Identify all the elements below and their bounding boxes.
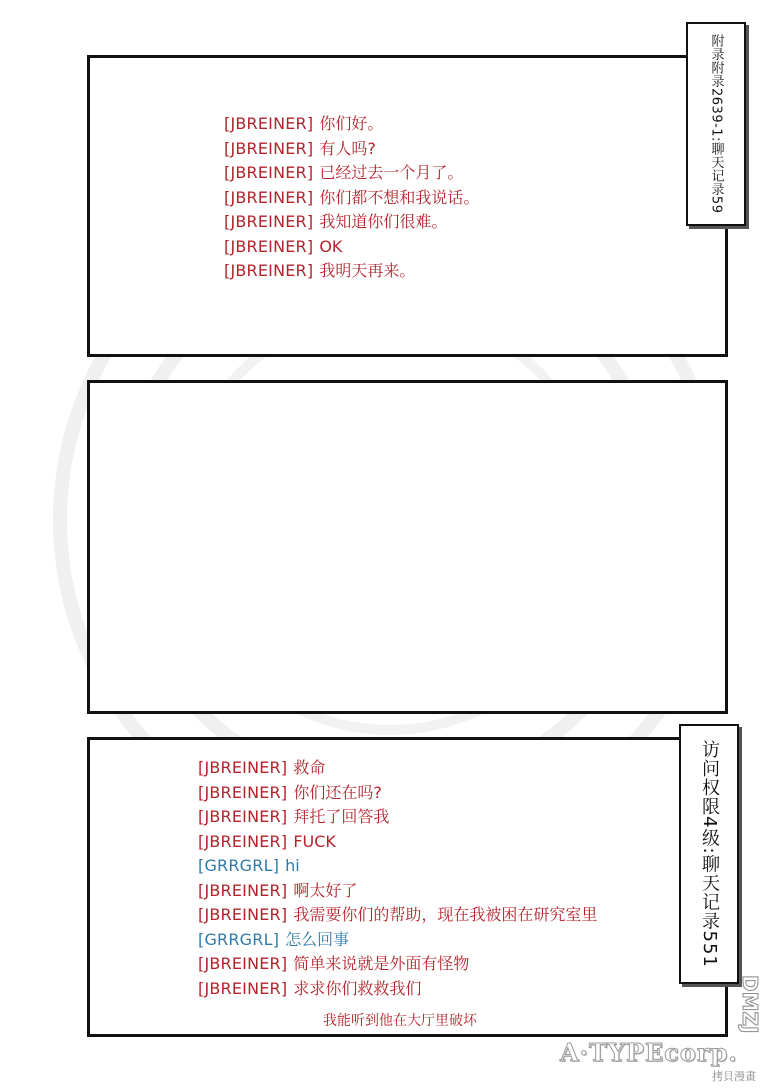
- chat-username: [JBREINER]: [224, 212, 314, 231]
- chat-log-tag-2: 访问权限4级:聊天记录551: [679, 724, 739, 984]
- chat-username: [JBREINER]: [198, 905, 288, 924]
- empty-panel: [87, 380, 728, 714]
- chat-note: 我能听到他在大厅里破坏: [323, 1013, 477, 1029]
- chat-log-tag-1: 附录附录2639-1:聊天记录59: [686, 22, 746, 226]
- chat-message-text: 啊太好了: [293, 880, 358, 900]
- chat-log-1: [224, 112, 479, 284]
- chat-line: [198, 854, 597, 879]
- chat-message-text: 你们都不想和我说话。: [319, 187, 480, 207]
- chat-username: [JBREINER]: [198, 880, 288, 900]
- chat-username: [GRRGRL]: [198, 929, 280, 949]
- chat-line: [198, 805, 597, 830]
- chat-line: [224, 112, 479, 137]
- chat-line: [198, 952, 597, 977]
- chat-username: [JBREINER]: [198, 758, 288, 777]
- chat-line: [198, 879, 597, 904]
- chat-line: [224, 259, 479, 284]
- chat-username: [GRRGRL]: [198, 856, 280, 875]
- chat-message-text: 有人吗?: [319, 138, 376, 158]
- chat-username: [JBREINER]: [198, 782, 288, 802]
- chat-message-text: 简单来说就是外面有怪物: [293, 954, 470, 973]
- chat-username: [JBREINER]: [198, 831, 288, 851]
- chat-username: [JBREINER]: [224, 138, 314, 158]
- chat-line: [224, 137, 479, 162]
- chat-line: [198, 830, 597, 855]
- chat-message-text: FUCK: [293, 831, 336, 851]
- chat-line: [198, 756, 597, 781]
- chat-line: [198, 977, 597, 1002]
- chat-message-text: 求求你们救救我们: [293, 978, 422, 998]
- chat-username: [JBREINER]: [224, 114, 314, 133]
- chat-line: [224, 235, 479, 260]
- corner-mark: 拷貝漫畫: [712, 1070, 756, 1083]
- chat-username: [JBREINER]: [198, 978, 288, 998]
- chat-message-text: 拜托了回答我: [293, 807, 390, 826]
- chat-message-text: 你们还在吗?: [293, 782, 382, 802]
- chat-message-text: hi: [285, 856, 300, 875]
- chat-line: [198, 928, 597, 953]
- chat-username: [JBREINER]: [198, 954, 288, 973]
- chat-log-2: [198, 756, 597, 1001]
- chat-username: [JBREINER]: [224, 261, 314, 280]
- chat-message-text: 我明天再来。: [319, 261, 416, 280]
- chat-username: [JBREINER]: [224, 187, 314, 207]
- chat-username: [JBREINER]: [224, 236, 314, 256]
- chat-line: [198, 781, 597, 806]
- chat-message-text: 我需要你们的帮助，现在我被困在研究室里: [293, 905, 598, 924]
- side-logo: DMZJ: [738, 975, 762, 1034]
- site-logo: A·TYPEcorp.: [560, 1038, 738, 1067]
- chat-username: [JBREINER]: [198, 807, 288, 826]
- chat-message-text: 你们好。: [319, 114, 384, 133]
- chat-line: [224, 210, 479, 235]
- chat-line: [224, 186, 479, 211]
- chat-line: [198, 903, 597, 928]
- chat-message-text: 救命: [293, 758, 326, 777]
- chat-message-text: 我知道你们很难。: [319, 212, 448, 231]
- chat-line: [224, 161, 479, 186]
- chat-username: [JBREINER]: [224, 163, 314, 182]
- chat-message-text: 已经过去一个月了。: [319, 163, 464, 182]
- chat-message-text: OK: [319, 236, 343, 256]
- chat-message-text: 怎么回事: [285, 929, 350, 949]
